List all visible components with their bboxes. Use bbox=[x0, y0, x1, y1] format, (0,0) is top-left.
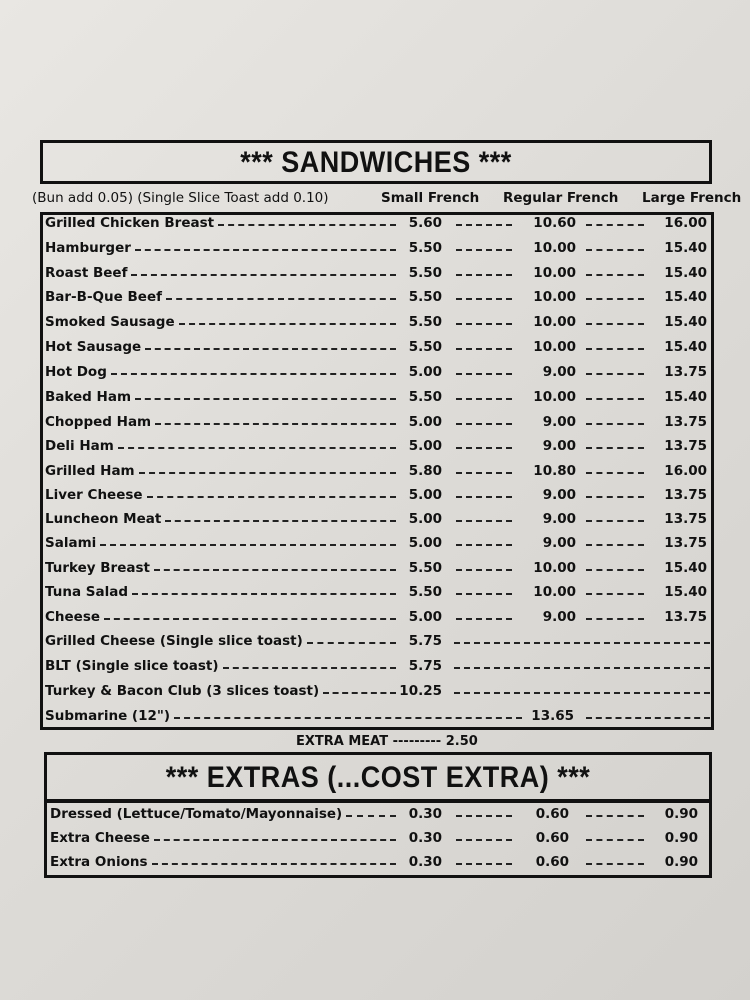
price-large: 13.75 bbox=[664, 414, 707, 430]
dotted-leader bbox=[145, 348, 396, 350]
dotted-leader bbox=[586, 472, 644, 474]
item-name: Chopped Ham bbox=[45, 414, 152, 430]
dotted-leader bbox=[586, 224, 644, 226]
sandwich-row bbox=[0, 289, 750, 311]
price-small: 5.50 bbox=[408, 314, 442, 330]
price-small: 5.50 bbox=[408, 289, 442, 305]
item-name: BLT (Single slice toast) bbox=[45, 658, 219, 674]
price-regular: 10.00 bbox=[533, 584, 576, 600]
sandwich-row bbox=[0, 463, 750, 485]
dotted-leader bbox=[586, 593, 644, 595]
dotted-leader bbox=[586, 348, 644, 350]
dotted-leader bbox=[456, 423, 512, 425]
price-large: 13.75 bbox=[664, 487, 707, 503]
dotted-leader bbox=[586, 373, 644, 375]
dotted-leader bbox=[456, 593, 512, 595]
dotted-leader bbox=[323, 692, 396, 694]
price-small: 5.50 bbox=[408, 584, 442, 600]
dotted-leader bbox=[456, 544, 512, 546]
price-small: 5.80 bbox=[408, 463, 442, 479]
dotted-leader bbox=[586, 447, 644, 449]
dotted-leader bbox=[586, 323, 644, 325]
dotted-leader bbox=[586, 520, 644, 522]
item-name: Turkey & Bacon Club (3 slices toast) bbox=[45, 683, 320, 699]
dotted-leader bbox=[456, 224, 512, 226]
dotted-leader bbox=[135, 398, 396, 400]
price-small: 5.00 bbox=[408, 487, 442, 503]
single-price-row bbox=[0, 658, 750, 680]
dotted-leader bbox=[586, 839, 644, 841]
extra-meat-line: EXTRA MEAT --------- 2.50 bbox=[296, 734, 478, 749]
dotted-leader bbox=[179, 323, 396, 325]
sandwich-row bbox=[0, 389, 750, 411]
dotted-leader bbox=[586, 618, 644, 620]
add-on-note: (Bun add 0.05) (Single Slice Toast add 0.10) bbox=[32, 190, 329, 206]
price-small: 5.00 bbox=[408, 609, 442, 625]
sandwich-row bbox=[0, 487, 750, 509]
dotted-leader bbox=[456, 348, 512, 350]
dotted-leader bbox=[456, 373, 512, 375]
item-name: Grilled Cheese (Single slice toast) bbox=[45, 633, 303, 649]
price-small: 5.60 bbox=[408, 215, 442, 231]
dotted-leader bbox=[118, 447, 396, 449]
item-name: Tuna Salad bbox=[45, 584, 128, 600]
item-name: Baked Ham bbox=[45, 389, 132, 405]
dotted-leader bbox=[586, 298, 644, 300]
price-regular: 10.00 bbox=[533, 560, 576, 576]
sandwich-row bbox=[0, 339, 750, 361]
sandwiches-title: *** SANDWICHES *** bbox=[240, 144, 512, 178]
item-name: Extra Cheese bbox=[50, 830, 150, 846]
price-small: 0.30 bbox=[408, 830, 442, 846]
price-large: 15.40 bbox=[664, 240, 707, 256]
item-name: Hot Sausage bbox=[45, 339, 142, 355]
dotted-leader bbox=[165, 520, 396, 522]
price-large: 13.75 bbox=[664, 364, 707, 380]
dotted-leader bbox=[586, 863, 644, 865]
item-name: Extra Onions bbox=[50, 854, 148, 870]
dotted-leader bbox=[456, 323, 512, 325]
submarine-row bbox=[0, 708, 750, 730]
dotted-leader bbox=[456, 520, 512, 522]
price-small: 5.00 bbox=[408, 511, 442, 527]
dotted-leader bbox=[223, 667, 397, 669]
dotted-leader bbox=[131, 274, 396, 276]
item-name: Salami bbox=[45, 535, 97, 551]
price-large: 13.75 bbox=[664, 535, 707, 551]
sandwich-row bbox=[0, 364, 750, 386]
item-name: Hot Dog bbox=[45, 364, 107, 380]
price-regular: 10.00 bbox=[533, 339, 576, 355]
dotted-leader bbox=[154, 839, 396, 841]
price-large: 15.40 bbox=[664, 314, 707, 330]
price-single: 5.75 bbox=[408, 633, 442, 649]
price-regular: 9.00 bbox=[542, 609, 576, 625]
item-name: Submarine (12") bbox=[45, 708, 171, 724]
column-header-regular: Regular French bbox=[503, 190, 619, 206]
dotted-leader bbox=[456, 274, 512, 276]
dotted-leader bbox=[456, 398, 512, 400]
sandwich-row bbox=[0, 535, 750, 557]
dotted-leader bbox=[454, 692, 710, 694]
dotted-leader bbox=[586, 717, 710, 719]
price-regular: 9.00 bbox=[542, 535, 576, 551]
item-name: Deli Ham bbox=[45, 438, 114, 454]
single-price-row bbox=[0, 633, 750, 655]
dotted-leader bbox=[456, 298, 512, 300]
item-name: Bar-B-Que Beef bbox=[45, 289, 162, 305]
price-regular: 10.00 bbox=[533, 314, 576, 330]
dotted-leader bbox=[346, 815, 396, 817]
price-large: 13.75 bbox=[664, 438, 707, 454]
sandwiches-title-box bbox=[40, 140, 712, 184]
price-large: 13.75 bbox=[664, 511, 707, 527]
price-regular: 9.00 bbox=[542, 364, 576, 380]
dotted-leader bbox=[456, 472, 512, 474]
price-regular: 0.60 bbox=[535, 806, 569, 822]
dotted-leader bbox=[586, 423, 644, 425]
price-small: 5.50 bbox=[408, 339, 442, 355]
item-name: Dressed (Lettuce/Tomato/Mayonnaise) bbox=[50, 806, 343, 822]
extras-title-box bbox=[44, 752, 712, 802]
extras-title: *** EXTRAS (...COST EXTRA) *** bbox=[165, 759, 591, 793]
price-single: 5.75 bbox=[408, 658, 442, 674]
sandwich-row bbox=[0, 240, 750, 262]
dotted-leader bbox=[456, 618, 512, 620]
price-regular: 10.00 bbox=[533, 240, 576, 256]
price-regular: 9.00 bbox=[542, 487, 576, 503]
price-regular: 9.00 bbox=[542, 438, 576, 454]
price-large: 13.75 bbox=[664, 609, 707, 625]
item-name: Turkey Breast bbox=[45, 560, 150, 576]
price-large: 15.40 bbox=[664, 265, 707, 281]
dotted-leader bbox=[111, 373, 396, 375]
sandwich-row bbox=[0, 560, 750, 582]
sandwich-row bbox=[0, 414, 750, 436]
dotted-leader bbox=[154, 569, 396, 571]
dotted-leader bbox=[132, 593, 396, 595]
dotted-leader bbox=[456, 447, 512, 449]
dotted-leader bbox=[586, 249, 644, 251]
dotted-leader bbox=[307, 642, 396, 644]
dotted-leader bbox=[100, 544, 396, 546]
sandwich-row bbox=[0, 314, 750, 336]
dotted-leader bbox=[456, 249, 512, 251]
price-regular: 0.60 bbox=[535, 830, 569, 846]
price-regular: 10.00 bbox=[533, 265, 576, 281]
item-name: Grilled Chicken Breast bbox=[45, 215, 215, 231]
dotted-leader bbox=[586, 569, 644, 571]
item-name: Hamburger bbox=[45, 240, 131, 256]
dotted-leader bbox=[454, 667, 710, 669]
item-name: Smoked Sausage bbox=[45, 314, 175, 330]
item-name: Grilled Ham bbox=[45, 463, 135, 479]
price-small: 5.00 bbox=[408, 414, 442, 430]
price-small: 0.30 bbox=[408, 854, 442, 870]
dotted-leader bbox=[456, 815, 512, 817]
sandwich-row bbox=[0, 438, 750, 460]
price-large: 15.40 bbox=[664, 560, 707, 576]
dotted-leader bbox=[456, 839, 512, 841]
price-single: 10.25 bbox=[399, 683, 442, 699]
column-header-large: Large French bbox=[642, 190, 742, 206]
column-header-small: Small French bbox=[381, 190, 480, 206]
dotted-leader bbox=[139, 472, 396, 474]
price-small: 5.50 bbox=[408, 389, 442, 405]
dotted-leader bbox=[152, 863, 397, 865]
price-small: 5.50 bbox=[408, 560, 442, 576]
dotted-leader bbox=[155, 423, 396, 425]
sandwich-row bbox=[0, 215, 750, 237]
price-large: 16.00 bbox=[664, 215, 707, 231]
column-header-row bbox=[0, 190, 750, 210]
dotted-leader bbox=[586, 815, 644, 817]
item-name: Roast Beef bbox=[45, 265, 128, 281]
price-small: 5.00 bbox=[408, 438, 442, 454]
price-small: 5.50 bbox=[408, 240, 442, 256]
item-name: Luncheon Meat bbox=[45, 511, 162, 527]
price-regular: 10.00 bbox=[533, 389, 576, 405]
sandwich-row bbox=[0, 609, 750, 631]
dotted-leader bbox=[147, 496, 396, 498]
price-large: 0.90 bbox=[664, 830, 698, 846]
price-large: 15.40 bbox=[664, 339, 707, 355]
item-name: Liver Cheese bbox=[45, 487, 143, 503]
dotted-leader bbox=[104, 618, 396, 620]
price-large: 15.40 bbox=[664, 584, 707, 600]
price-regular: 10.60 bbox=[533, 215, 576, 231]
dotted-leader bbox=[166, 298, 396, 300]
price-large: 0.90 bbox=[664, 854, 698, 870]
price-large: 0.90 bbox=[664, 806, 698, 822]
dotted-leader bbox=[456, 569, 512, 571]
price-submarine: 13.65 bbox=[531, 708, 574, 724]
extras-row bbox=[0, 806, 750, 828]
price-large: 16.00 bbox=[664, 463, 707, 479]
dotted-leader bbox=[586, 398, 644, 400]
dotted-leader bbox=[174, 717, 522, 719]
sandwich-row bbox=[0, 584, 750, 606]
sandwich-row bbox=[0, 265, 750, 287]
price-small: 5.50 bbox=[408, 265, 442, 281]
price-regular: 9.00 bbox=[542, 511, 576, 527]
price-small: 0.30 bbox=[408, 806, 442, 822]
dotted-leader bbox=[586, 274, 644, 276]
sandwich-row bbox=[0, 511, 750, 533]
dotted-leader bbox=[135, 249, 396, 251]
price-regular: 0.60 bbox=[535, 854, 569, 870]
dotted-leader bbox=[456, 496, 512, 498]
dotted-leader bbox=[218, 224, 396, 226]
item-name: Cheese bbox=[45, 609, 101, 625]
price-large: 15.40 bbox=[664, 389, 707, 405]
extras-row bbox=[0, 830, 750, 852]
price-small: 5.00 bbox=[408, 364, 442, 380]
single-price-row bbox=[0, 683, 750, 705]
price-small: 5.00 bbox=[408, 535, 442, 551]
dotted-leader bbox=[454, 642, 710, 644]
extras-row bbox=[0, 854, 750, 876]
dotted-leader bbox=[586, 544, 644, 546]
price-regular: 10.80 bbox=[533, 463, 576, 479]
price-regular: 10.00 bbox=[533, 289, 576, 305]
dotted-leader bbox=[586, 496, 644, 498]
price-regular: 9.00 bbox=[542, 414, 576, 430]
price-large: 15.40 bbox=[664, 289, 707, 305]
dotted-leader bbox=[456, 863, 512, 865]
